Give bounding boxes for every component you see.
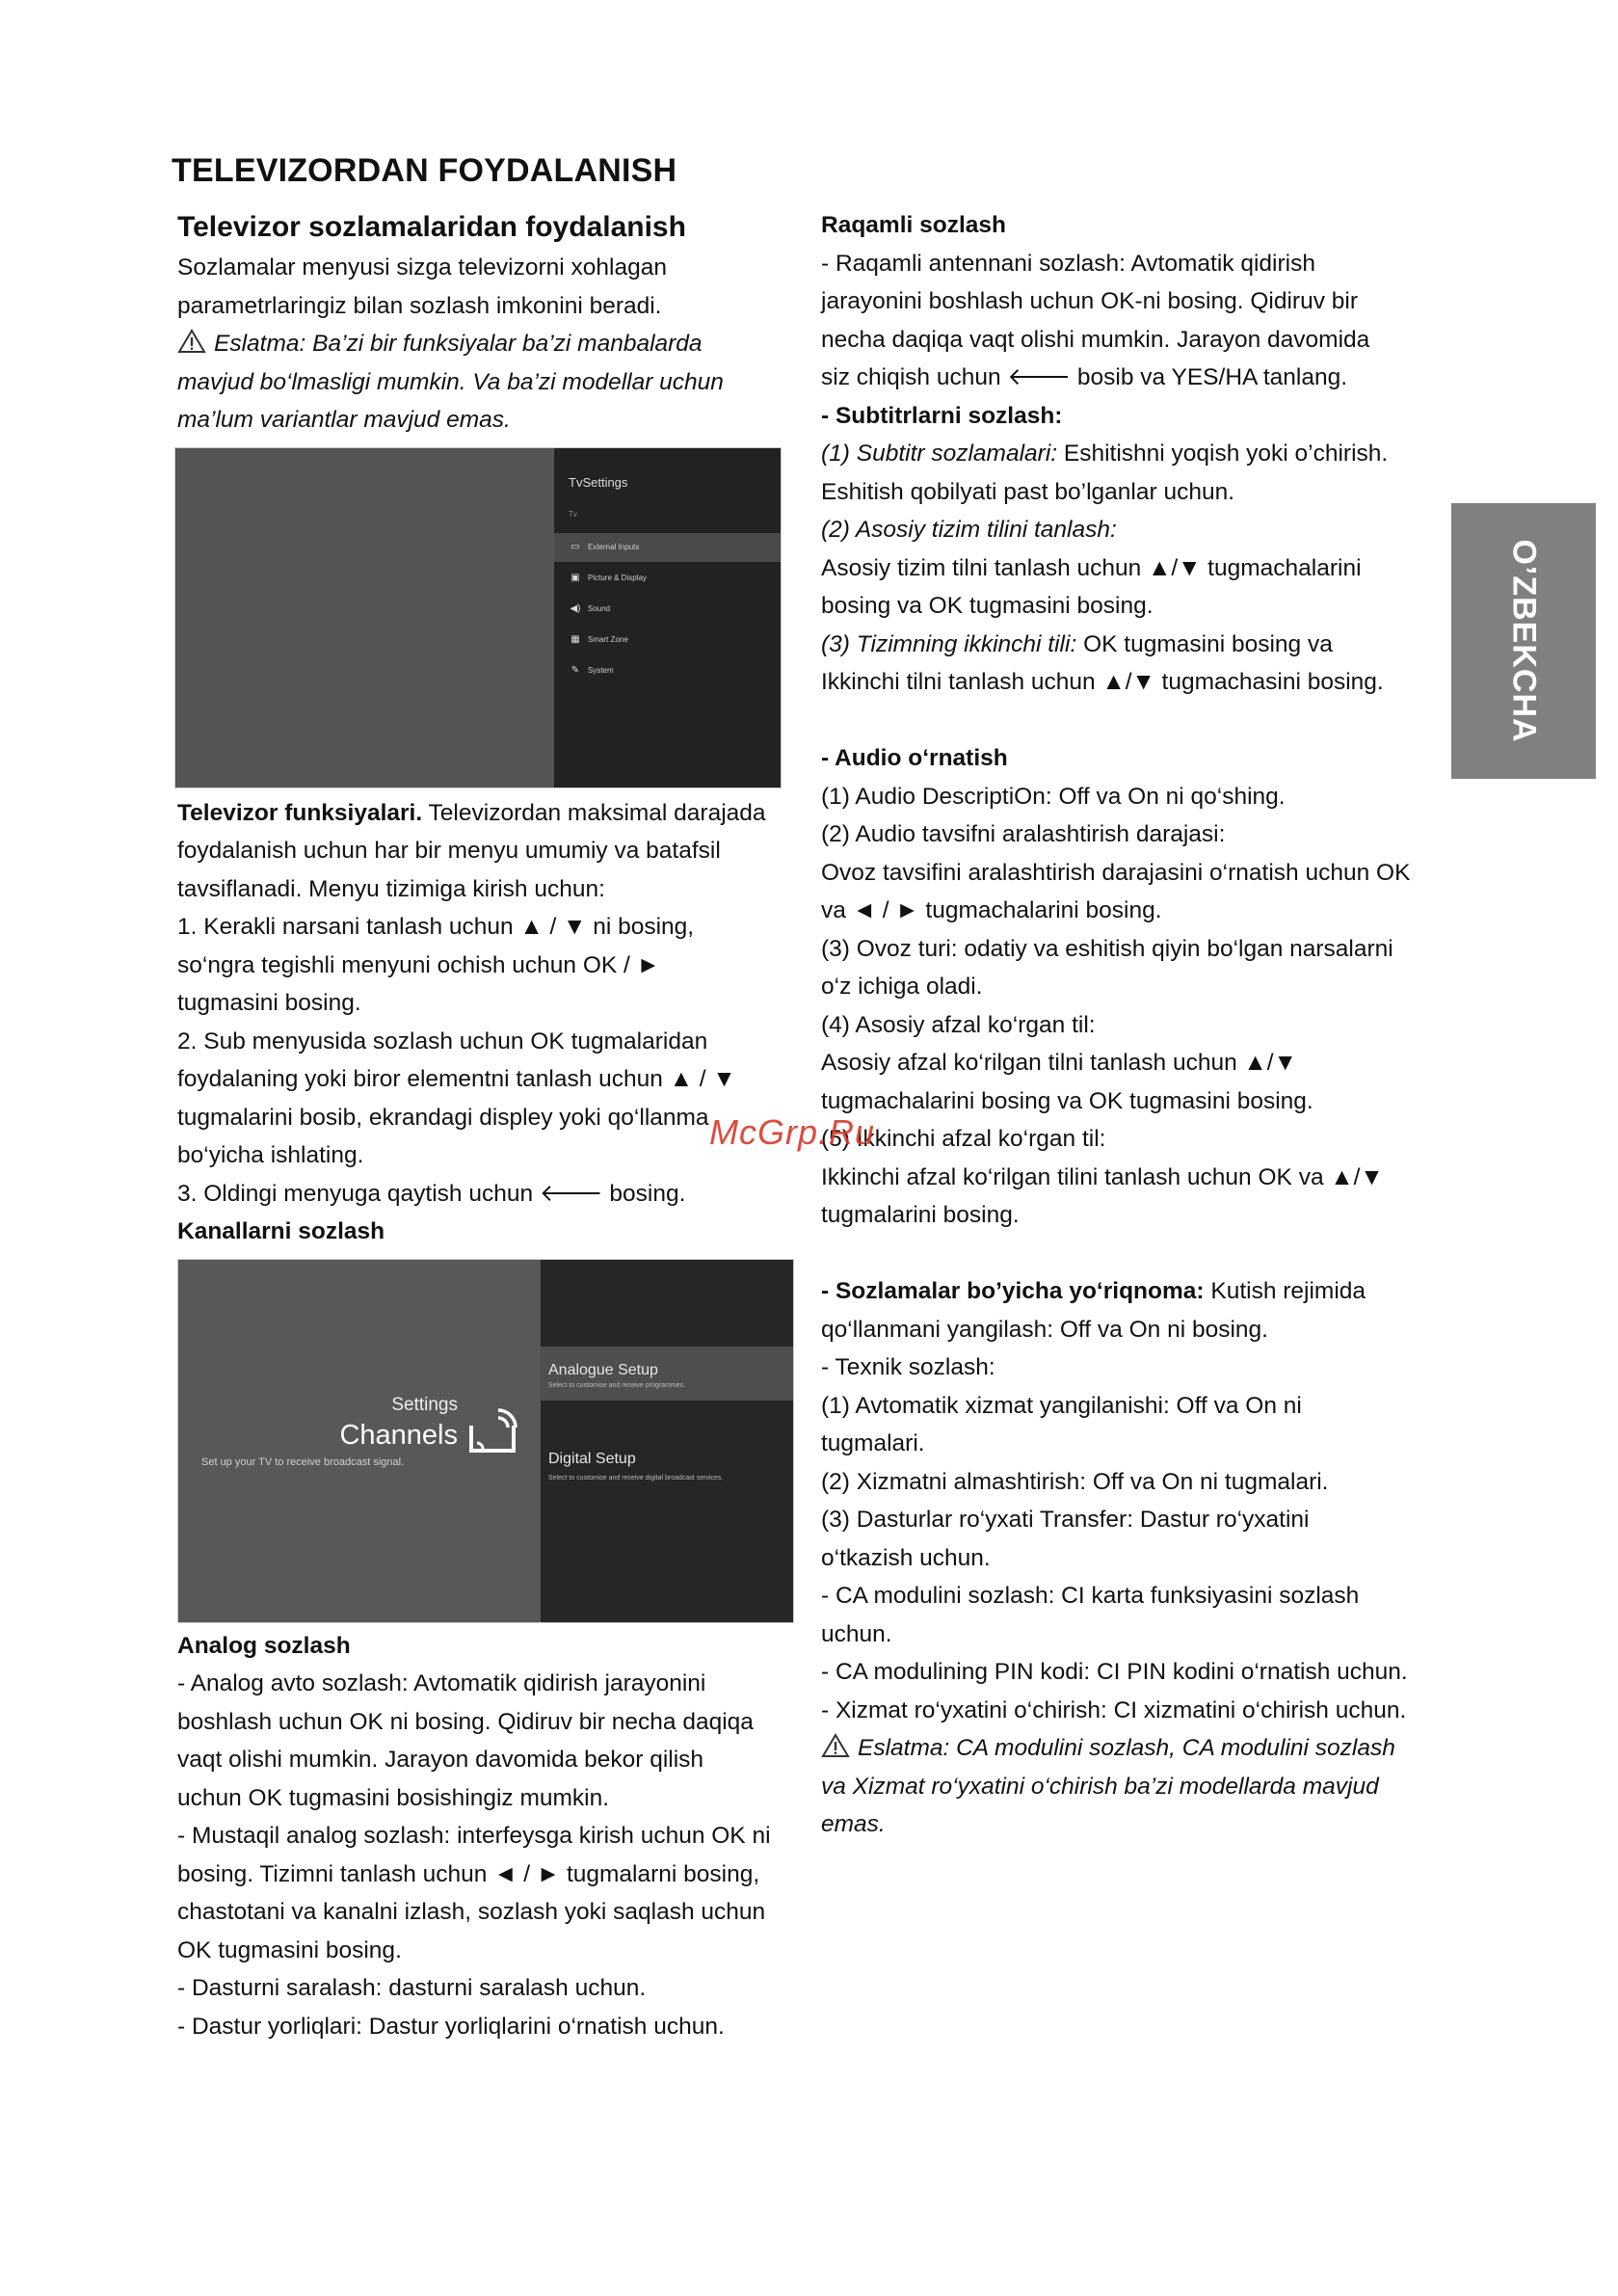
text-line: chastotani va kanalni izlash, sozlash yoki saqlash uchun	[177, 1899, 766, 1925]
note-line: ma’lum variantlar mavjud emas.	[177, 407, 511, 433]
input-icon: ▭	[570, 541, 580, 552]
text-line: - CA modulini sozlash: CI karta funksiyasini sozlash	[821, 1583, 1360, 1609]
picture-icon: ▣	[570, 572, 580, 583]
text-line: (3) Dasturlar ro‘yxati Transfer: Dastur ro‘yxatini	[821, 1507, 1310, 1533]
text-line: tugmalarini bosib, ekrandagi displey yoki qo‘llanma	[177, 1104, 709, 1131]
option-description: Select to customise and receive digital broadcast services.	[548, 1474, 724, 1482]
text-line: Ikkinchi tilni tanlash uchun ▲/▼ tugmachasini bosing.	[821, 669, 1384, 695]
menu-item-smart-zone: ▦ Smart Zone	[554, 626, 781, 654]
text-line: o‘tkazish uchun.	[821, 1544, 991, 1571]
text-line: uchun.	[821, 1620, 892, 1647]
text-line: Sozlamalar menyusi sizga televizorni xohlagan	[177, 254, 667, 280]
text-line: (2) Audio tavsifni aralashtirish darajasi:	[821, 821, 1226, 847]
note-line: Eslatma: CA modulini sozlash, CA modulini sozlash	[821, 1729, 1447, 1768]
section-heading-analog: Analog sozlash	[177, 1632, 351, 1659]
text-line: 1. Kerakli narsani tanlash uchun ▲ / ▼ ni bosing,	[177, 914, 695, 940]
menu-item-picture-display: ▣ Picture & Display	[554, 564, 781, 593]
text-line: uchun OK tugmasini bosishingiz mumkin.	[177, 1784, 610, 1811]
text-line: siz chiqish uchun 🡐 bosib va YES/HA tanlang.	[821, 364, 1348, 390]
channels-options	[541, 1260, 793, 1622]
text-line: - Xizmat ro‘yxatini o‘chirish: CI xizmatini o‘chirish uchun.	[821, 1696, 1407, 1723]
page-title: TELEVIZORDAN FOYDALANISH	[172, 152, 677, 189]
wrench-icon: ✎	[570, 664, 580, 676]
section-heading-digital: Raqamli sozlash	[821, 212, 1006, 238]
spacer	[821, 702, 1447, 740]
text-line: foydalanish uchun har bir menyu umumiy va batafsil	[177, 838, 721, 864]
text-line: tugmalari.	[821, 1430, 925, 1456]
smart-zone-icon: ▦	[570, 633, 580, 645]
text-line: foydalaning yoki biror elementni tanlash uchun ▲ / ▼	[177, 1066, 736, 1092]
cast-icon	[465, 1404, 521, 1460]
text-line: Televizor funksiyalari. Televizordan maksimal darajada	[177, 799, 766, 826]
channels-panel	[178, 1260, 541, 1622]
menu-item-external-inputs: ▭ External Inputs	[554, 533, 781, 562]
text-line: - Dasturni saralash: dasturni saralash uchun.	[177, 1975, 647, 2001]
text-line: - Texnik sozlash:	[821, 1354, 995, 1380]
text-line: necha daqiqa vaqt olishi mumkin. Jarayon davomida	[821, 326, 1370, 353]
option-title: Digital Setup	[548, 1450, 636, 1467]
text-line: 3. Oldingi menyuga qaytish uchun 🡐 bosing.	[177, 1180, 686, 1207]
text-line: bo‘yicha ishlating.	[177, 1142, 364, 1168]
text-line: tugmasini bosing.	[177, 990, 361, 1016]
text-line: - Sozlamalar bo’yicha yo‘riqnoma: Kutish rejimida	[821, 1278, 1366, 1304]
menu-item-sound: ◀) Sound	[554, 595, 781, 624]
note-line: mavjud bo‘lmasligi mumkin. Va ba’zi modellar uchun	[177, 368, 724, 395]
text-line: parametrlaringiz bilan sozlash imkonini beradi.	[177, 292, 662, 319]
text-line: - Analog avto sozlash: Avtomatik qidirish jarayonini	[177, 1670, 706, 1696]
tv-settings-screenshot	[174, 447, 782, 788]
note-line: Eslatma: Ba’zi bir funksiyalar ba’zi manbalarda	[177, 325, 804, 363]
text-line: Ovoz tavsifini aralashtirish darajasini o‘rnatish uchun OK	[821, 859, 1411, 886]
text-line: (3) Tizimning ikkinchi tili: OK tugmasini bosing va	[821, 630, 1333, 657]
option-title: Analogue Setup	[548, 1361, 658, 1378]
text-line: va ◄ / ► tugmachalarini bosing.	[821, 897, 1162, 923]
text-line: (5) Ikkinchi afzal ko‘rgan til:	[821, 1126, 1106, 1152]
text-line: - Mustaqil analog sozlash: interfeysga kirish uchun OK ni	[177, 1823, 771, 1849]
text-line: o‘z ichiga oladi.	[821, 974, 983, 1000]
section-heading-channels: Kanallarni sozlash	[177, 1218, 385, 1244]
warning-icon	[821, 1733, 850, 1758]
language-label: O’ZBEKCHA	[1505, 539, 1543, 743]
text-line: jarayonini boshlash uchun OK-ni bosing. Qidiruv bir	[821, 288, 1358, 314]
option-description: Select to customise and receive programmes.	[548, 1381, 686, 1389]
speaker-icon: ◀)	[570, 602, 581, 614]
watermark: McGrp.Ru	[709, 1112, 876, 1152]
text-line: bosing. Tizimni tanlash uchun ◄ / ► tugmalarni bosing,	[177, 1860, 760, 1887]
text-line: Asosiy tizim tilni tanlash uchun ▲/▼ tugmachalarini	[821, 554, 1362, 581]
text-line: (1) Audio DescriptiOn: Off va On ni qo‘shing.	[821, 783, 1286, 810]
settings-label: Settings	[391, 1394, 458, 1415]
section-heading-subtitles: - Subtitrlarni sozlash:	[821, 402, 1063, 429]
text-line: - Raqamli antennani sozlash: Avtomatik qidirish	[821, 250, 1315, 277]
text-line: (1) Avtomatik xizmat yangilanishi: Off va On ni	[821, 1392, 1302, 1419]
note-line: va Xizmat ro‘yxatini o‘chirish ba’zi modellarda mavjud	[821, 1773, 1379, 1800]
text-line: tavsiflanadi. Menyu tizimiga kirish uchun:	[177, 875, 605, 902]
text-line: (1) Subtitr sozlamalari: Eshitishni yoqish yoki o’chirish.	[821, 441, 1389, 467]
text-line: bosing va OK tugmasini bosing.	[821, 593, 1154, 619]
text-line: OK tugmasini bosing.	[177, 1936, 402, 1963]
text-line: - Dastur yorliqlari: Dastur yorliqlarini o‘rnatish uchun.	[177, 2013, 725, 2040]
warning-icon	[177, 329, 206, 354]
section-heading-audio: - Audio o‘rnatish	[821, 745, 1008, 771]
note-line: emas.	[821, 1811, 886, 1837]
menu-title: TvSettings	[569, 474, 628, 490]
tv-settings-menu	[554, 448, 781, 788]
menu-item-system: ✎ System	[554, 656, 781, 685]
text-line: (3) Ovoz turi: odatiy va eshitish qiyin bo‘lgan narsalarni	[821, 935, 1393, 962]
text-line: (2) Xizmatni almashtirish: Off va On ni tugmalari.	[821, 1468, 1329, 1495]
text-line: 2. Sub menyusida sozlash uchun OK tugmalaridan	[177, 1028, 708, 1055]
option-analogue-setup	[541, 1347, 793, 1401]
channels-description: Set up your TV to receive broadcast signal.	[201, 1455, 405, 1468]
text-line: tugmalarini bosing.	[821, 1202, 1020, 1228]
spacer	[821, 1235, 1447, 1273]
text-line: boshlash uchun OK ni bosing. Qidiruv bir necha daqiqa	[177, 1708, 754, 1735]
text-line: Asosiy afzal ko‘rilgan tilni tanlash uchun ▲/▼	[821, 1050, 1297, 1076]
menu-subtitle: Tv	[569, 509, 577, 519]
text-line: tugmachalarini bosing va OK tugmasini bosing.	[821, 1087, 1313, 1114]
language-side-tab	[1451, 503, 1596, 779]
right-column	[821, 206, 1447, 1844]
section-heading-tv-settings: Televizor sozlamalaridan foydalanish	[177, 211, 686, 243]
channels-label: Channels	[339, 1419, 458, 1451]
text-line: - CA modulining PIN kodi: CI PIN kodini o‘rnatish uchun.	[821, 1659, 1408, 1685]
text-line: (4) Asosiy afzal ko‘rgan til:	[821, 1011, 1096, 1038]
text-line: (2) Asosiy tizim tilini tanlash:	[821, 517, 1117, 543]
text-line: so‘ngra tegishli menyuni ochish uchun OK / ►	[177, 951, 660, 978]
text-line: vaqt olishi mumkin. Jarayon davomida bekor qilish	[177, 1747, 704, 1773]
tv-channels-screenshot	[177, 1259, 794, 1623]
text-line: Ikkinchi afzal ko‘rilgan tilini tanlash uchun OK va ▲/▼	[821, 1163, 1384, 1190]
text-line: qo‘llanmani yangilash: Off va On ni bosing.	[821, 1316, 1268, 1343]
text-line: Eshitish qobilyati past bo’lganlar uchun.	[821, 478, 1235, 505]
